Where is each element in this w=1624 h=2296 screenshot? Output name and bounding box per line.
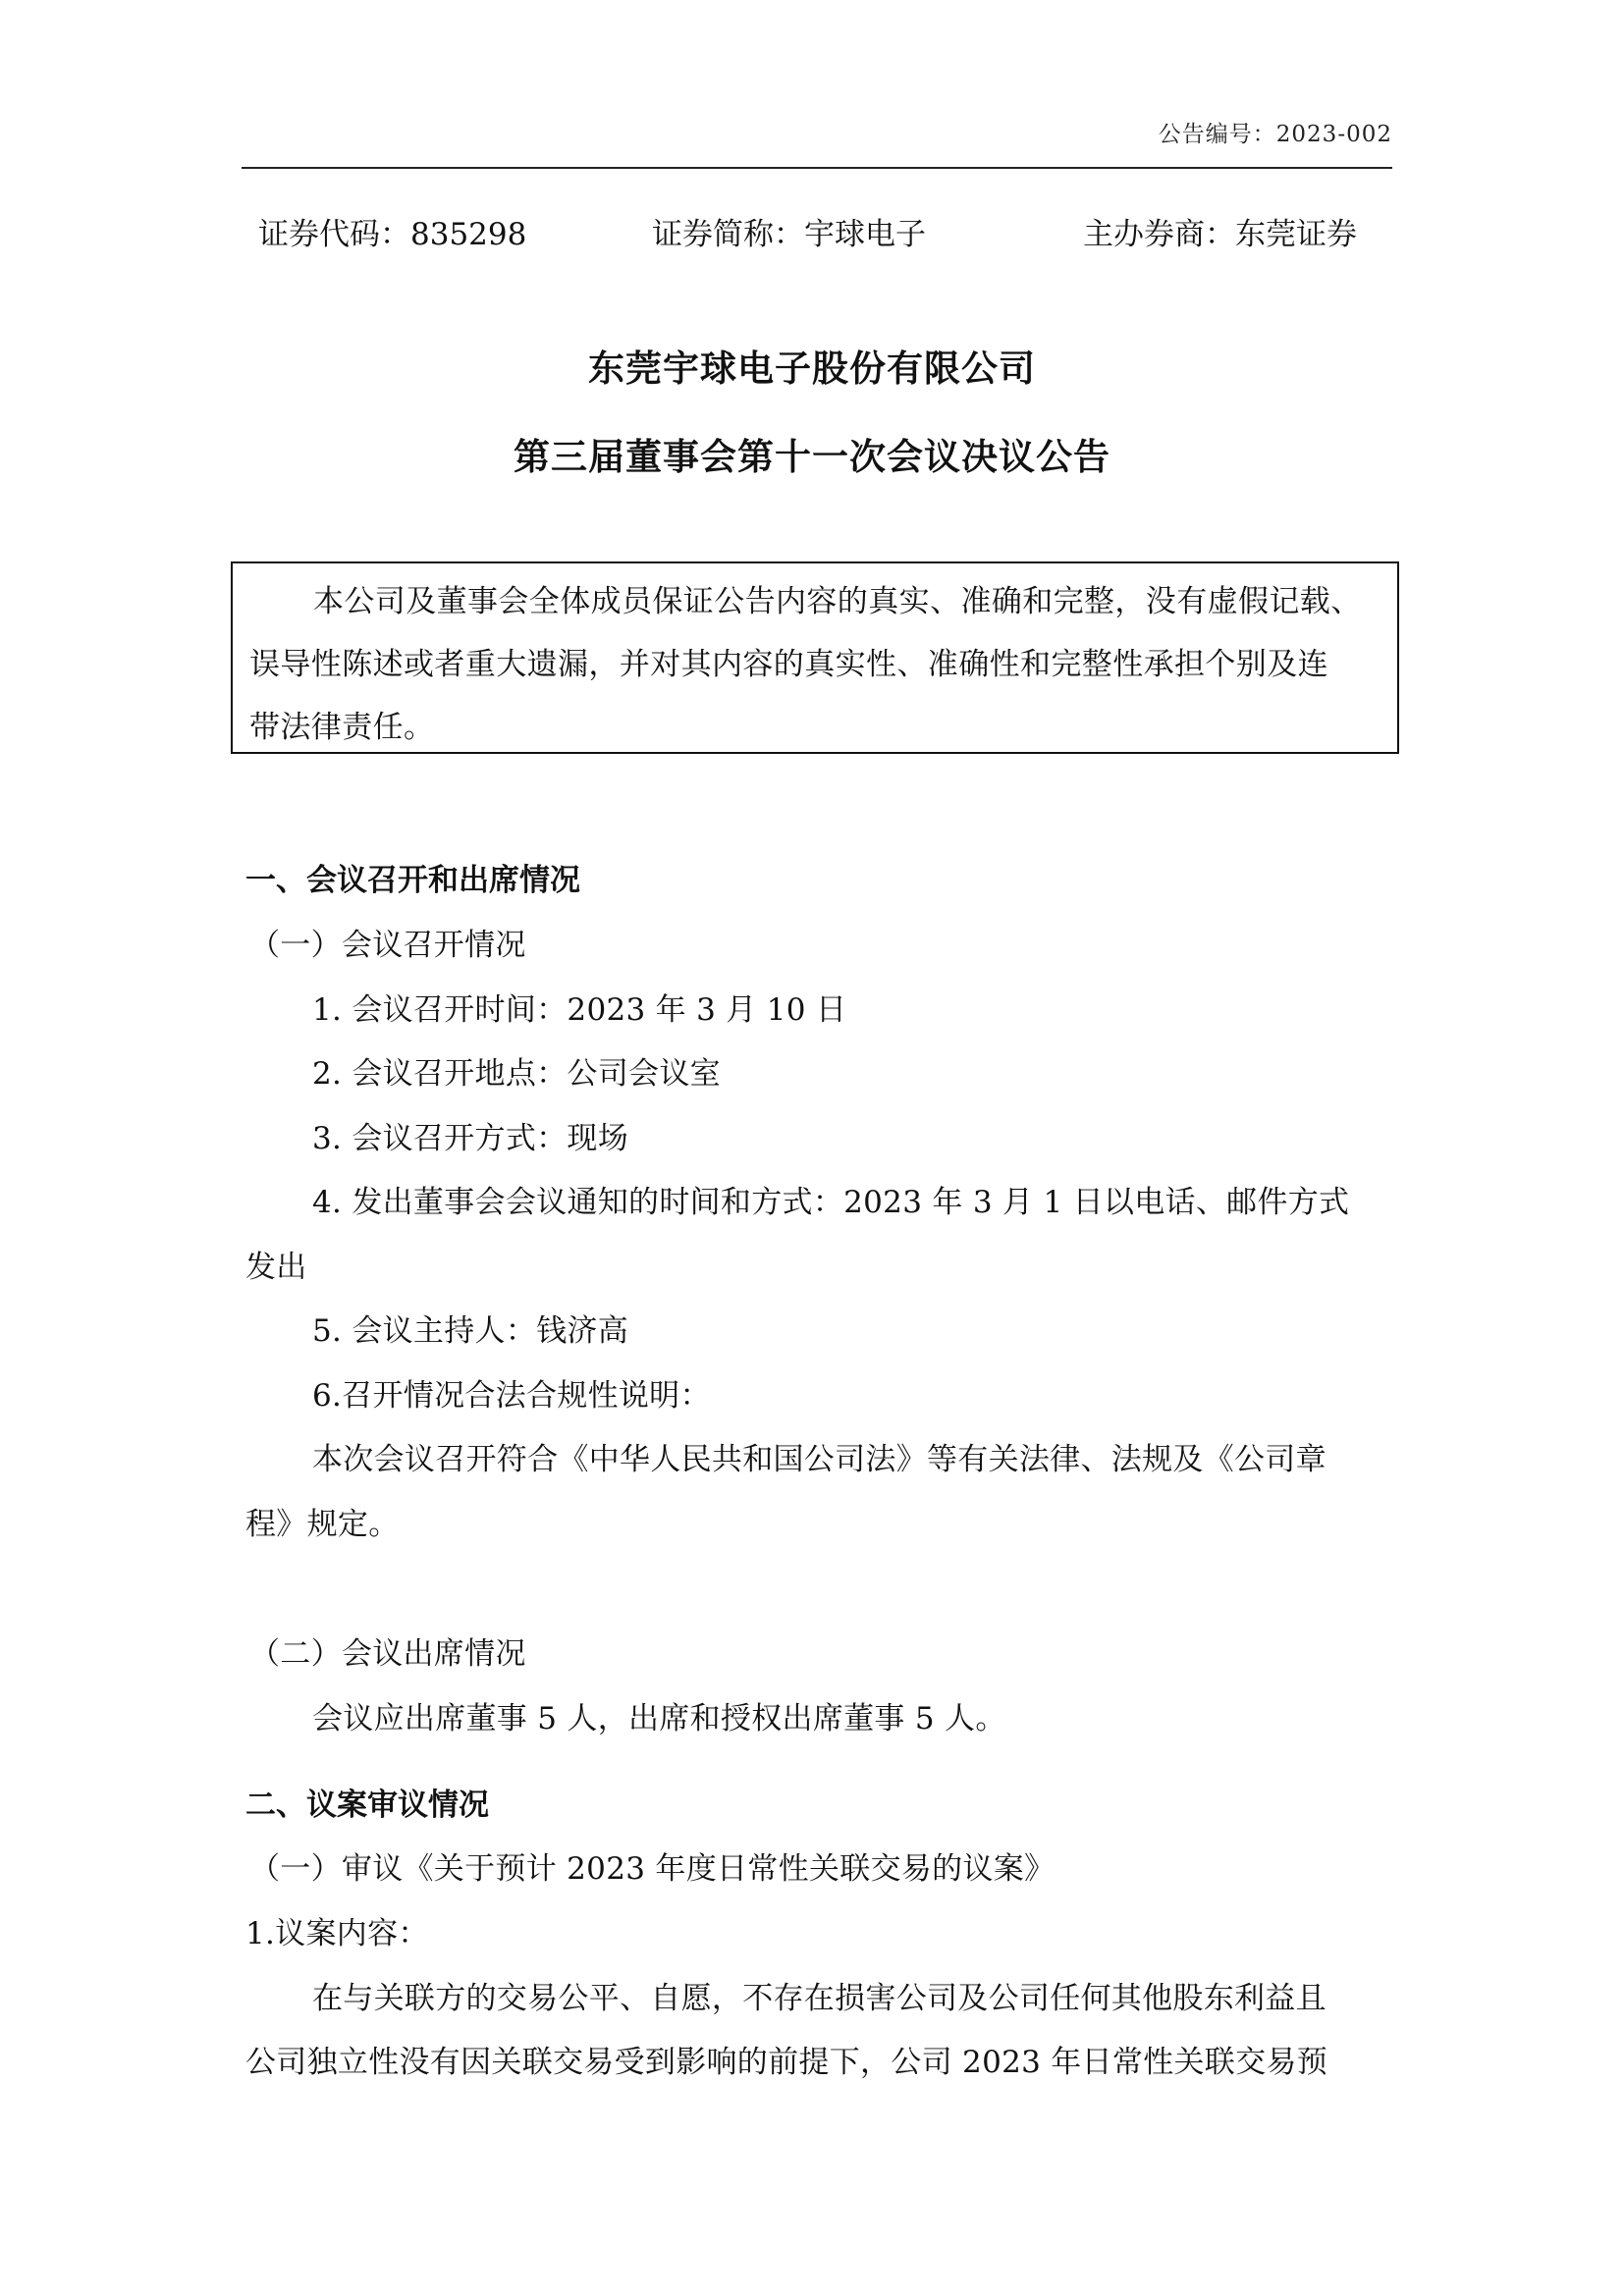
section-heading-motions: 二、议案审议情况	[245, 1788, 489, 1823]
statement-line: 本公司及董事会全体成员保证公告内容的真实、准确和完整，没有虚假记载、	[313, 584, 1362, 619]
statement-line: 误导性陈述或者重大遗漏，并对其内容的真实性、准确性和完整性承担个别及连	[249, 647, 1328, 682]
lead-broker: 主办券商：东莞证券	[1083, 217, 1357, 252]
announcement-number: 公告编号：2023-002	[1158, 122, 1392, 147]
announcement-title: 第三届董事会第十一次会议决议公告	[514, 435, 1110, 478]
compliance-heading: 6.召开情况合法合规性说明：	[312, 1378, 711, 1414]
meeting-host: 5. 会议主持人：钱济高	[312, 1313, 629, 1349]
subsection-heading-attendance: （二）会议出席情况	[249, 1636, 526, 1672]
meeting-method: 3. 会议召开方式：现场	[312, 1121, 629, 1156]
motion-content-cont: 公司独立性没有因关联交易受到影响的前提下，公司 2023 年日常性关联交易预	[245, 2045, 1327, 2080]
motion-content-label: 1.议案内容：	[245, 1916, 429, 1951]
compliance-text: 本次会议召开符合《中华人民共和国公司法》等有关法律、法规及《公司章	[312, 1442, 1326, 1477]
section-heading-meeting: 一、会议召开和出席情况	[245, 863, 580, 898]
company-name-title: 东莞宇球电子股份有限公司	[588, 347, 1036, 390]
subsection-heading-convening: （一）会议召开情况	[249, 928, 526, 963]
meeting-time: 1. 会议召开时间：2023 年 3 月 10 日	[312, 992, 847, 1028]
notice-time-method: 4. 发出董事会会议通知的时间和方式：2023 年 3 月 1 日以电话、邮件方式	[312, 1185, 1350, 1220]
notice-time-method-cont: 发出	[245, 1250, 307, 1285]
motion-heading: （一）审议《关于预计 2023 年度日常性关联交易的议案》	[249, 1851, 1056, 1887]
meeting-location: 2. 会议召开地点：公司会议室	[312, 1056, 721, 1092]
responsibility-statement-box	[231, 561, 1399, 754]
statement-line: 带法律责任。	[249, 710, 435, 745]
compliance-text-cont: 程》规定。	[245, 1507, 400, 1542]
motion-content: 在与关联方的交易公平、自愿，不存在损害公司及公司任何其他股东利益且	[312, 1981, 1326, 2016]
header-divider	[242, 167, 1392, 169]
security-short-name: 证券简称：宇球电子	[652, 217, 926, 252]
security-code: 证券代码：835298	[258, 217, 527, 252]
attendance-text: 会议应出席董事 5 人，出席和授权出席董事 5 人。	[312, 1701, 1006, 1736]
